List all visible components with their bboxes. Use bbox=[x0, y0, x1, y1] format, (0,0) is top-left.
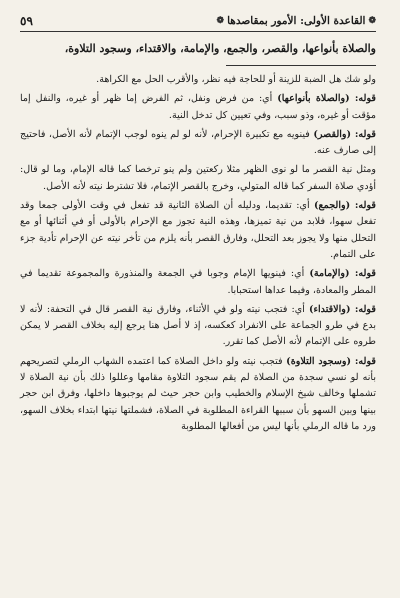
paragraph-text: فينويه مع تكبيرة الإحرام، لأنه لو لم ينوه لوجب الإتمام لأنه الأصل، فاحتيج إلى صارف عنه. bbox=[20, 128, 376, 157]
paragraph-text: ومثل نية القصر ما لو نوى الظهر مثلا ركعتين ولم ينو ترخصا كما قاله الإمام، وما لو قال: أؤدي صلاة السفر كما قاله المتولي، وخرج بالقصر الإتمام، فلا تشترط نيته لأنه الأصل. bbox=[20, 164, 376, 192]
qawl-marker: قوله: bbox=[354, 200, 376, 212]
lemma: (والاقتداء) bbox=[308, 303, 355, 315]
commentary-paragraph bbox=[20, 198, 376, 263]
lemma: (والجمع) bbox=[314, 200, 355, 212]
commentary-paragraph bbox=[20, 354, 376, 435]
paragraph-text: أي: فتجب نيته ولو في الأثناء، وفارق نية القصر قال في التحفة: لأنه لا بدع في طرو الجماعة على الانفراد كعكسه، إذ لا أصل هنا يرجع إليه بخلاف القصر لا يمكن طروه على الإتمام لأنه الأصل كما تقرر. bbox=[20, 303, 376, 348]
commentary-paragraph bbox=[20, 266, 376, 299]
commentary bbox=[20, 72, 376, 435]
commentary-paragraph bbox=[20, 302, 376, 351]
paragraph-text: ولو شك هل الضبة للزينة أو للحاجة فيه نظر، والأقرب الحل مع الكراهة. bbox=[96, 74, 376, 85]
qawl-marker: قوله: bbox=[354, 303, 376, 315]
running-title: القاعدة الأولى: الأمور بمقاصدها bbox=[227, 15, 366, 27]
commentary-paragraph bbox=[20, 162, 376, 195]
qawl-marker: قوله: bbox=[354, 128, 376, 140]
paragraph-text: أي: من فرض ونفل، ثم الفرض إما ظهر أو غيره، والنفل إما مؤقت أو غيره، وذو سبب، وفي تعيين كل تدخل النية. bbox=[20, 93, 376, 121]
paragraph-text: أي: فينويها الإمام وجوبا في الجمعة والمنذورة والمجموعة تقديما في المطر والمعادة، وفيما عداها استحبابا. bbox=[20, 268, 376, 296]
page-number: ٥٩ bbox=[20, 14, 33, 28]
paragraph-text: أي: تقديما، ودليله أن الصلاة الثانية قد تفعل في وقت الأولى جمعا وقد تفعل سهوا، فلابد من نية تميزها، وهذه النية تجوز مع الإحرام بالأولى أو في أثنائها أو مع التحلل منها ولا يجوز بعد التحلل، وفارق القصر بأنه يلزم من تأخر نيته عن الإحرام تأدية جزء على التمام. bbox=[20, 200, 376, 260]
lemma: (والصلاة بأنواعها) bbox=[277, 93, 355, 105]
lemma: (والقصر) bbox=[313, 128, 355, 140]
qawl-marker: قوله: bbox=[354, 93, 376, 105]
qawl-marker: قوله: bbox=[354, 355, 377, 367]
lemma: (وسجود التلاوة) bbox=[286, 355, 355, 367]
matn-text: والصلاة بأنواعها، والقصر، والجمع، والإمامة، والاقتداء، وسجود التلاوة، bbox=[64, 42, 376, 55]
ornament-left-icon: ❁ bbox=[216, 16, 225, 26]
lemma: (والإمامة) bbox=[309, 268, 355, 280]
commentary-paragraph bbox=[20, 72, 376, 88]
footnote-separator bbox=[226, 65, 376, 66]
running-head bbox=[217, 15, 376, 27]
commentary-paragraph bbox=[20, 127, 376, 160]
qawl-marker: قوله: bbox=[354, 268, 376, 280]
commentary-paragraph bbox=[20, 91, 376, 124]
page-header bbox=[20, 12, 376, 30]
page-content bbox=[20, 38, 376, 438]
paragraph-text: فتجب نيته ولو داخل الصلاة كما اعتمده الشهاب الرملي لتصريحهم بأنه لو نسي سجدة من الصلاة لم يقم سجود التلاوة مقامها وعللوا ذلك بأن نية الصلاة لا تشملها وخالف شيخ الإسلام والخطيب وابن حجر حيث لم يوجبوها داخلها، وفرق ابن حجر بينها وبين السهو بأن سببها القراءة المطلوبة في الصلاة، فشملتها نيتها ابتداء بخلاف السهو، ورد ما قاله الرملي بأنها ليس من أفعالها المطلوبة bbox=[20, 355, 376, 432]
ornament-right-icon: ❁ bbox=[368, 16, 376, 26]
header-rule bbox=[20, 31, 376, 32]
